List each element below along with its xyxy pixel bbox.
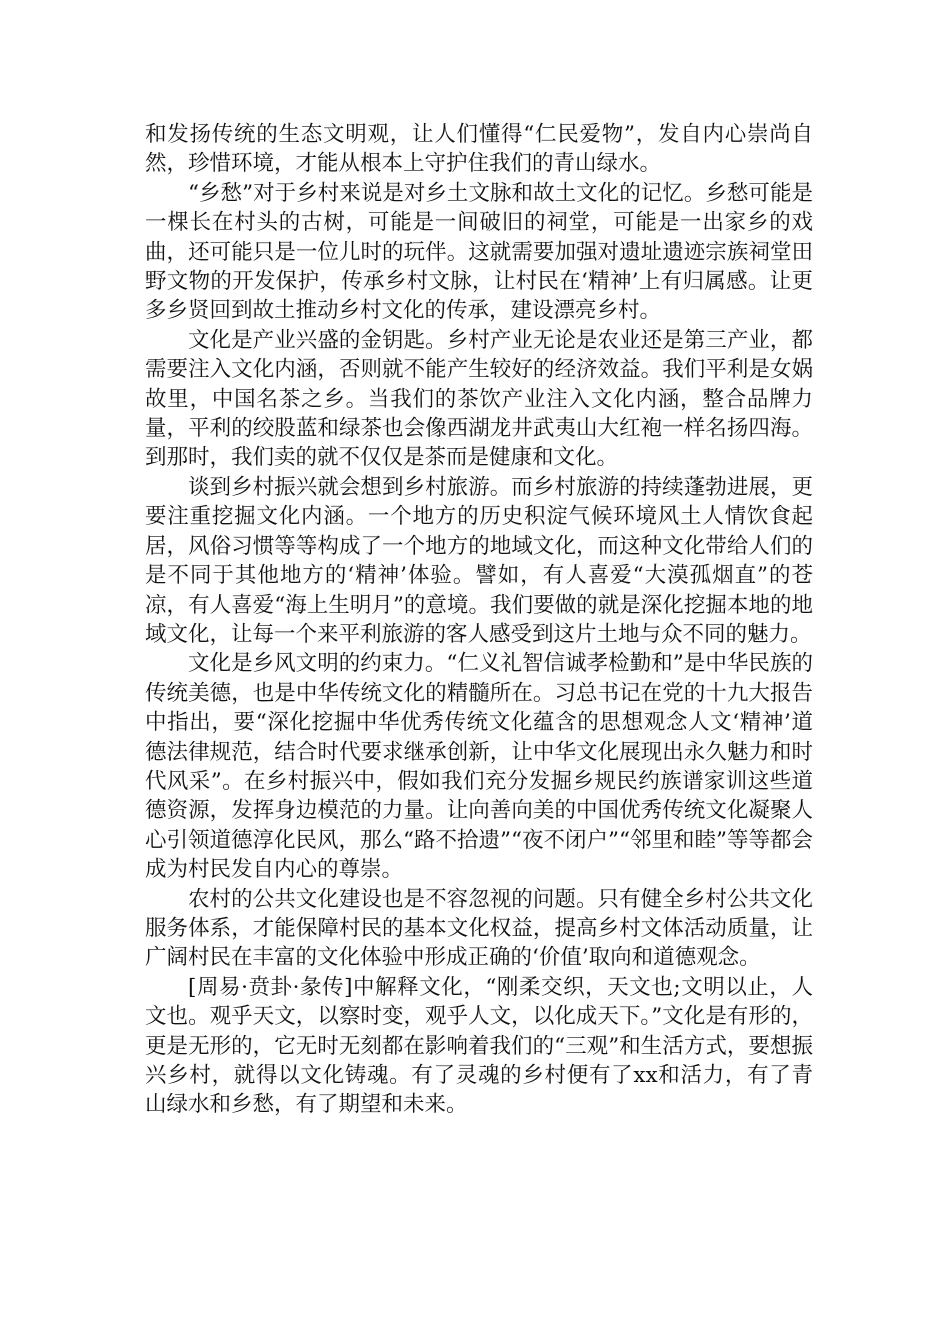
document-body bbox=[145, 120, 813, 1120]
paragraph-conclusion: [周易·贲卦·彖传]中解释文化，“刚柔交织，天文也;文明以止，人文也。观乎天文，以察时变，观乎人文，以化成天下。”文化是有形的，更是无形的，它无时无刻都在影响着我们的“三观”和生活方式，要想振兴乡村，就得以文化铸魂。有了灵魂的乡村便有了xx和活力，有了青山绿水和乡愁，有了期望和未来。 bbox=[145, 974, 813, 1118]
paragraph-public-culture: 农村的公共文化建设也是不容忽视的问题。只有健全乡村公共文化服务体系，才能保障村民的基本文化权益，提高乡村文体活动质量，让广阔村民在丰富的文化体验中形成正确的‘价值’取向和道德观念。 bbox=[145, 886, 813, 971]
paragraph-nostalgia: “乡愁”对于乡村来说是对乡土文脉和故土文化的记忆。乡愁可能是一棵长在村头的古树，可能是一间破旧的祠堂，可能是一出家乡的戏曲，还可能只是一位儿时的玩伴。这就需要加强对遗址遗迹宗族祠堂田野文物的开发保护，传承乡村文脉，让村民在‘精神’上有归属感。让更多乡贤回到故土推动乡村文化的传承，建设漂亮乡村。 bbox=[145, 180, 813, 324]
paragraph-civility: 文化是乡风文明的约束力。“仁义礼智信诚孝检勤和”是中华民族的传统美德，也是中华传统文化的精髓所在。习总书记在党的十九大报告中指出，要“深化挖掘中华优秀传统文化蕴含的思想观念人文‘精神’道德法律规范，结合时代要求继承创新，让中华文化展现出永久魅力和时代风采”。在乡村振兴中，假如我们充分发掘乡规民约族谱家训这些道德资源，发挥身边模范的力量。让向善向美的中国优秀传统文化凝聚人心引领道德淳化民风，那么“路不拾遗”“夜不闭户”“邻里和睦”等等都会成为村民发自内心的尊崇。 bbox=[145, 651, 813, 883]
paragraph-industry: 文化是产业兴盛的金钥匙。乡村产业无论是农业还是第三产业，都需要注入文化内涵，否则就不能产生较好的经济效益。我们平利是女娲故里，中国名茶之乡。当我们的茶饮产业注入文化内涵，整合品牌力量，平利的绞股蓝和绿茶也会像西湖龙井武夷山大红袍一样名扬四海。到那时，我们卖的就不仅仅是茶而是健康和文化。 bbox=[145, 327, 813, 471]
paragraph-continuation: 和发扬传统的生态文明观，让人们懂得“仁民爱物”，发自内心崇尚自然，珍惜环境，才能从根本上守护住我们的青山绿水。 bbox=[145, 122, 813, 177]
paragraph-tourism: 谈到乡村振兴就会想到乡村旅游。而乡村旅游的持续蓬勃进展，更要注重挖掘文化内涵。一个地方的历史积淀气候环境风土人情饮食起居，风俗习惯等等构成了一个地方的地域文化，而这种文化带给人们的是不同于其他地方的‘精神’体验。譬如，有人喜爱“大漠孤烟直”的苍凉，有人喜爱“海上生明月”的意境。我们要做的就是深化挖掘本地的地域文化，让每一个来平利旅游的客人感受到这片土地与众不同的魅力。 bbox=[145, 474, 813, 647]
